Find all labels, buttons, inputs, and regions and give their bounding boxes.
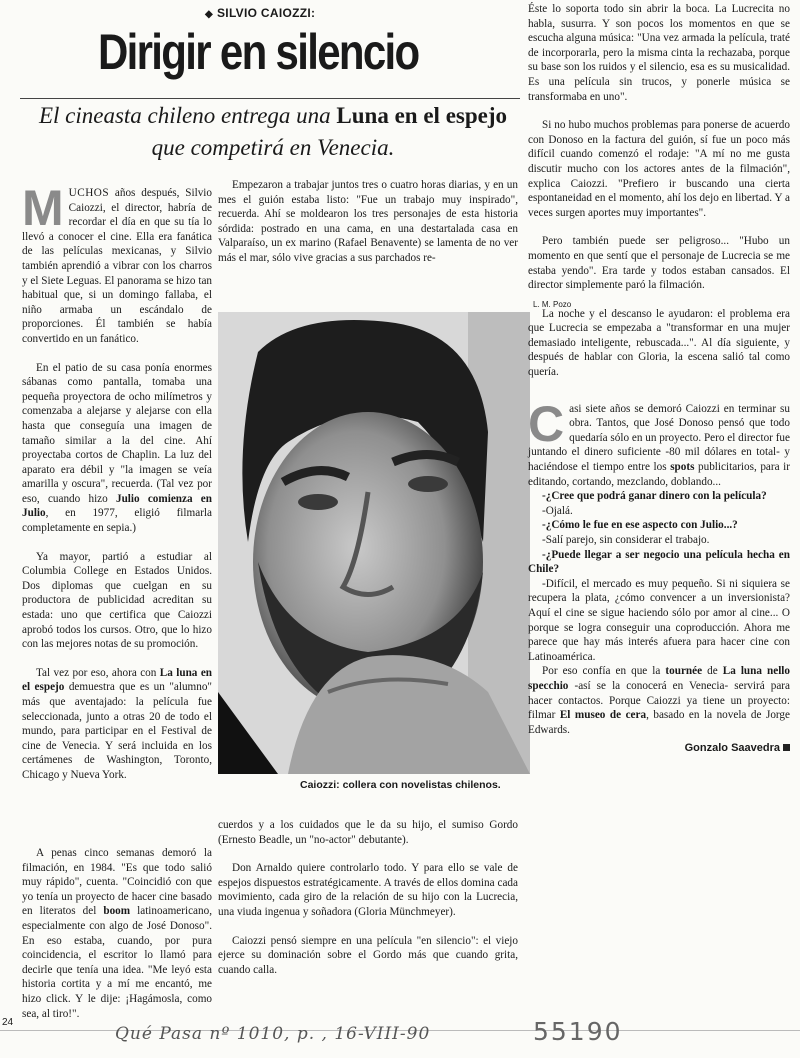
column-1-bottom [22, 846, 212, 1021]
paragraph: Por eso confía en que la tournée de La luna nello specchio -así se la conocerá en Venecia- servirá para hacer contactos. Porque Caiozzi ya tiene un proyecto: filmar El museo de cera, basado en la novela de Jorge Edwards. [528, 665, 791, 736]
column-1 [22, 180, 213, 783]
paragraph: Éste lo soporta todo sin abrir la boca. La Lucrecita no habla, susurra. Y son pocos los momentos en que se escucha alguna música: "Una vez armada la película, traté de incorporarla, pero la misma cinta la rechazaba, porque su base son los ruidos y el silencio, esa es su musicalidad. Es una película sin trucos, y ponerle música se transformaba en uno". [528, 3, 790, 103]
kicker [205, 6, 315, 20]
interview-question: -¿Puede llegar a ser negocio una película hecha en Chile? [528, 548, 790, 576]
paragraph: Caiozzi pensó siempre en una película "en silencio": el viejo ejerce su dominación sobre el Gordo más que cuando grita, cuando calla. [218, 934, 518, 976]
paragraph: A penas cinco semanas demoró la filmación, en 1984. "Es que todo salió muy rápido", cuenta. "Coincidió con que yo tenía un proyecto de hacer cine basado en literatos del boom latinoamericano, especialmente con algo de José Donoso". En eso estaba, cuando, por pura coincidencia, el escritor lo llamó para decirle que tenía una idea. "Me leyó esta historia cortita y a mí me encantó, me hizo click. Y le dije: ¡Hagámosla, como sea, al tiro!". [22, 847, 212, 1020]
interview-answer: -Ojalá. [542, 504, 573, 517]
paragraph: Empezaron a trabajar juntos tres o cuatro horas diarias, y en un mes el guión estaba listo: "Fue un trabajo muy inspirado", recuerda. Ahí se moldearon los tres personajes de esta historia sórdida: postrado en una cama, en una destartalada casa en Valparaíso, un ex marino (Rafael Benavente) se lamenta de no ver más el mar, sólo vive gracias a sus parchados re- [218, 179, 518, 264]
portrait-illustration [218, 312, 530, 774]
paragraph: Casi siete años se demoró Caiozzi en terminar su obra. Tantos, que José Donoso pensó que todo quedaría sólo en un proyecto. Pero el director fue juntando el dinero suficiente -80 mil dólares en total- y haciéndose el tiempo entre los spots publicitarios, para ir editando, cortando, mezclando, doblando... [528, 395, 790, 488]
paragraph: Si no hubo muchos problemas para ponerse de acuerdo con Donoso en la factura del guión, sí fue un poco más difícil cuando comenzó el rodaje: "A mí no me gusta discutir mucho con los actores antes de la filmación", explica Caiozzi. "Prefiero ir buscando una cierta espontaneidad en el momento, ahí los dejo en libertad. Y a veces surgen aportes muy importantes". [528, 119, 790, 219]
paragraph: Pero también puede ser peligroso... "Hubo un momento en que sentí que el personaje de Lucrecia se me estaba yendo". Era tarde y todos estaban cansados. El director simplemente paró la filmación. [528, 235, 790, 292]
column-3 [528, 2, 790, 756]
column-2-top [218, 178, 518, 266]
portrait-photo [218, 312, 530, 774]
paragraph: cuerdos y a los cuidados que le da su hijo, el sumiso Gordo (Ernesto Beadle, un "no-actor" debutante). [218, 819, 518, 846]
interview-answer: -Salí parejo, sin considerar el trabajo. [542, 534, 710, 546]
interview-question: -¿Cree que podrá ganar dinero con la película? [542, 490, 767, 503]
handwritten-note: Qué Pasa nº 1010, p. , 16-VIII-90 [115, 1024, 431, 1044]
kicker-text: SILVIO CAIOZZI: [217, 6, 316, 20]
paragraph: MUCHOS años después, Silvio Caiozzi, el director, habría de recordar el día en que su tía lo llevó a conocer el cine. Ella era fanática de las películas mexicanas, y Silvio también aprendió a vibrar con los charros y el Siete Leguas. El panorama se hizo tan habitual que, si un domingo fallaba, el niño armaba un escándalo de proporciones. Él también se había convertido en un fanático. [22, 180, 212, 345]
deck: El cineasta chileno entrega una Luna en el espejo que competirá en Venecia. [38, 103, 508, 160]
author-signature: Gonzalo Saavedra [528, 741, 790, 756]
paragraph: La noche y el descanso le ayudaron: el problema era que Lucrecia se empezaba a "transformar en una mujer demasiado inteligente, rebuscada...". Al día siguiente, y después de hablar con Gloria, la escena salió tal como quería. [528, 307, 790, 379]
drop-cap: M [22, 180, 64, 236]
paragraph: Ya mayor, partió a estudiar al Columbia College en Estados Unidos. Dos diplomas que cuelgan en su productora de publicidad acreditan su estada: uno que certifica que Caiozzi aprobó todos los cursos. Otro, que lo hizo con las mejores notas de su promoción. [22, 550, 212, 651]
headline-rule [20, 98, 520, 99]
diamond-icon: ◆ [205, 9, 213, 20]
paragraph: Don Arnaldo quiere controlarlo todo. Y para ello se vale de espejos dispuestos estratégicamente. A través de ellos domina cada movimiento, cada giro de la relación de su hijo con la Lucrecia, una viuda ingenua y soñadora (Gloria Münchmeyer). [218, 862, 518, 918]
paragraph: Tal vez por eso, ahora con La luna en el espejo demuestra que es un "alumno" más que aventajado: la película fue seleccionada, junto a otras 20 de todo el mundo, para participar en el Festival de cine de Venecia. Y será incluida en los certámenes de Washington, Toronto, Chicago y Nueva York. [22, 666, 213, 781]
photo-credit: L. M. Pozo [533, 300, 572, 309]
column-2-bottom [218, 818, 518, 977]
archive-stamp: 55190 [533, 1017, 623, 1046]
paragraph: En el patio de su casa ponía enormes sábanas como pantalla, tomaba una pequeña proyectora de ocho milímetros y comenzaba a alejarse y alejarse con ella hasta que conseguía una imagen de tamaño similar a la del cine. Ahí proyectaba cortos de Chaplin. La luz del aparato era débil y "la imagen se veía amarilla y oscura", recuerda. (Tal vez por eso, cuando hizo Julio comienza en Julio, en 1977, eligió filmarla completamente en sepia.) [22, 361, 212, 535]
interview-question: -¿Cómo le fue en ese aspecto con Julio...? [542, 519, 738, 532]
page-number: 24 [2, 1017, 14, 1028]
headline: Dirigir en silencio [98, 24, 419, 80]
drop-cap: C [528, 395, 565, 452]
photo-caption: Caiozzi: collera con novelistas chilenos. [300, 779, 501, 791]
interview-answer: -Difícil, el mercado es muy pequeño. Si ni siquiera se recupera la plata, ¿cómo convencer a un inversionista? Aquí el cine se sigue haciendo sólo por amor al cine... O porque se logra conseguir una coproducción. Ahora me parece que hay más interés afuera para hacer cine con Latinoamérica. [528, 577, 790, 663]
end-mark-icon [783, 744, 790, 751]
